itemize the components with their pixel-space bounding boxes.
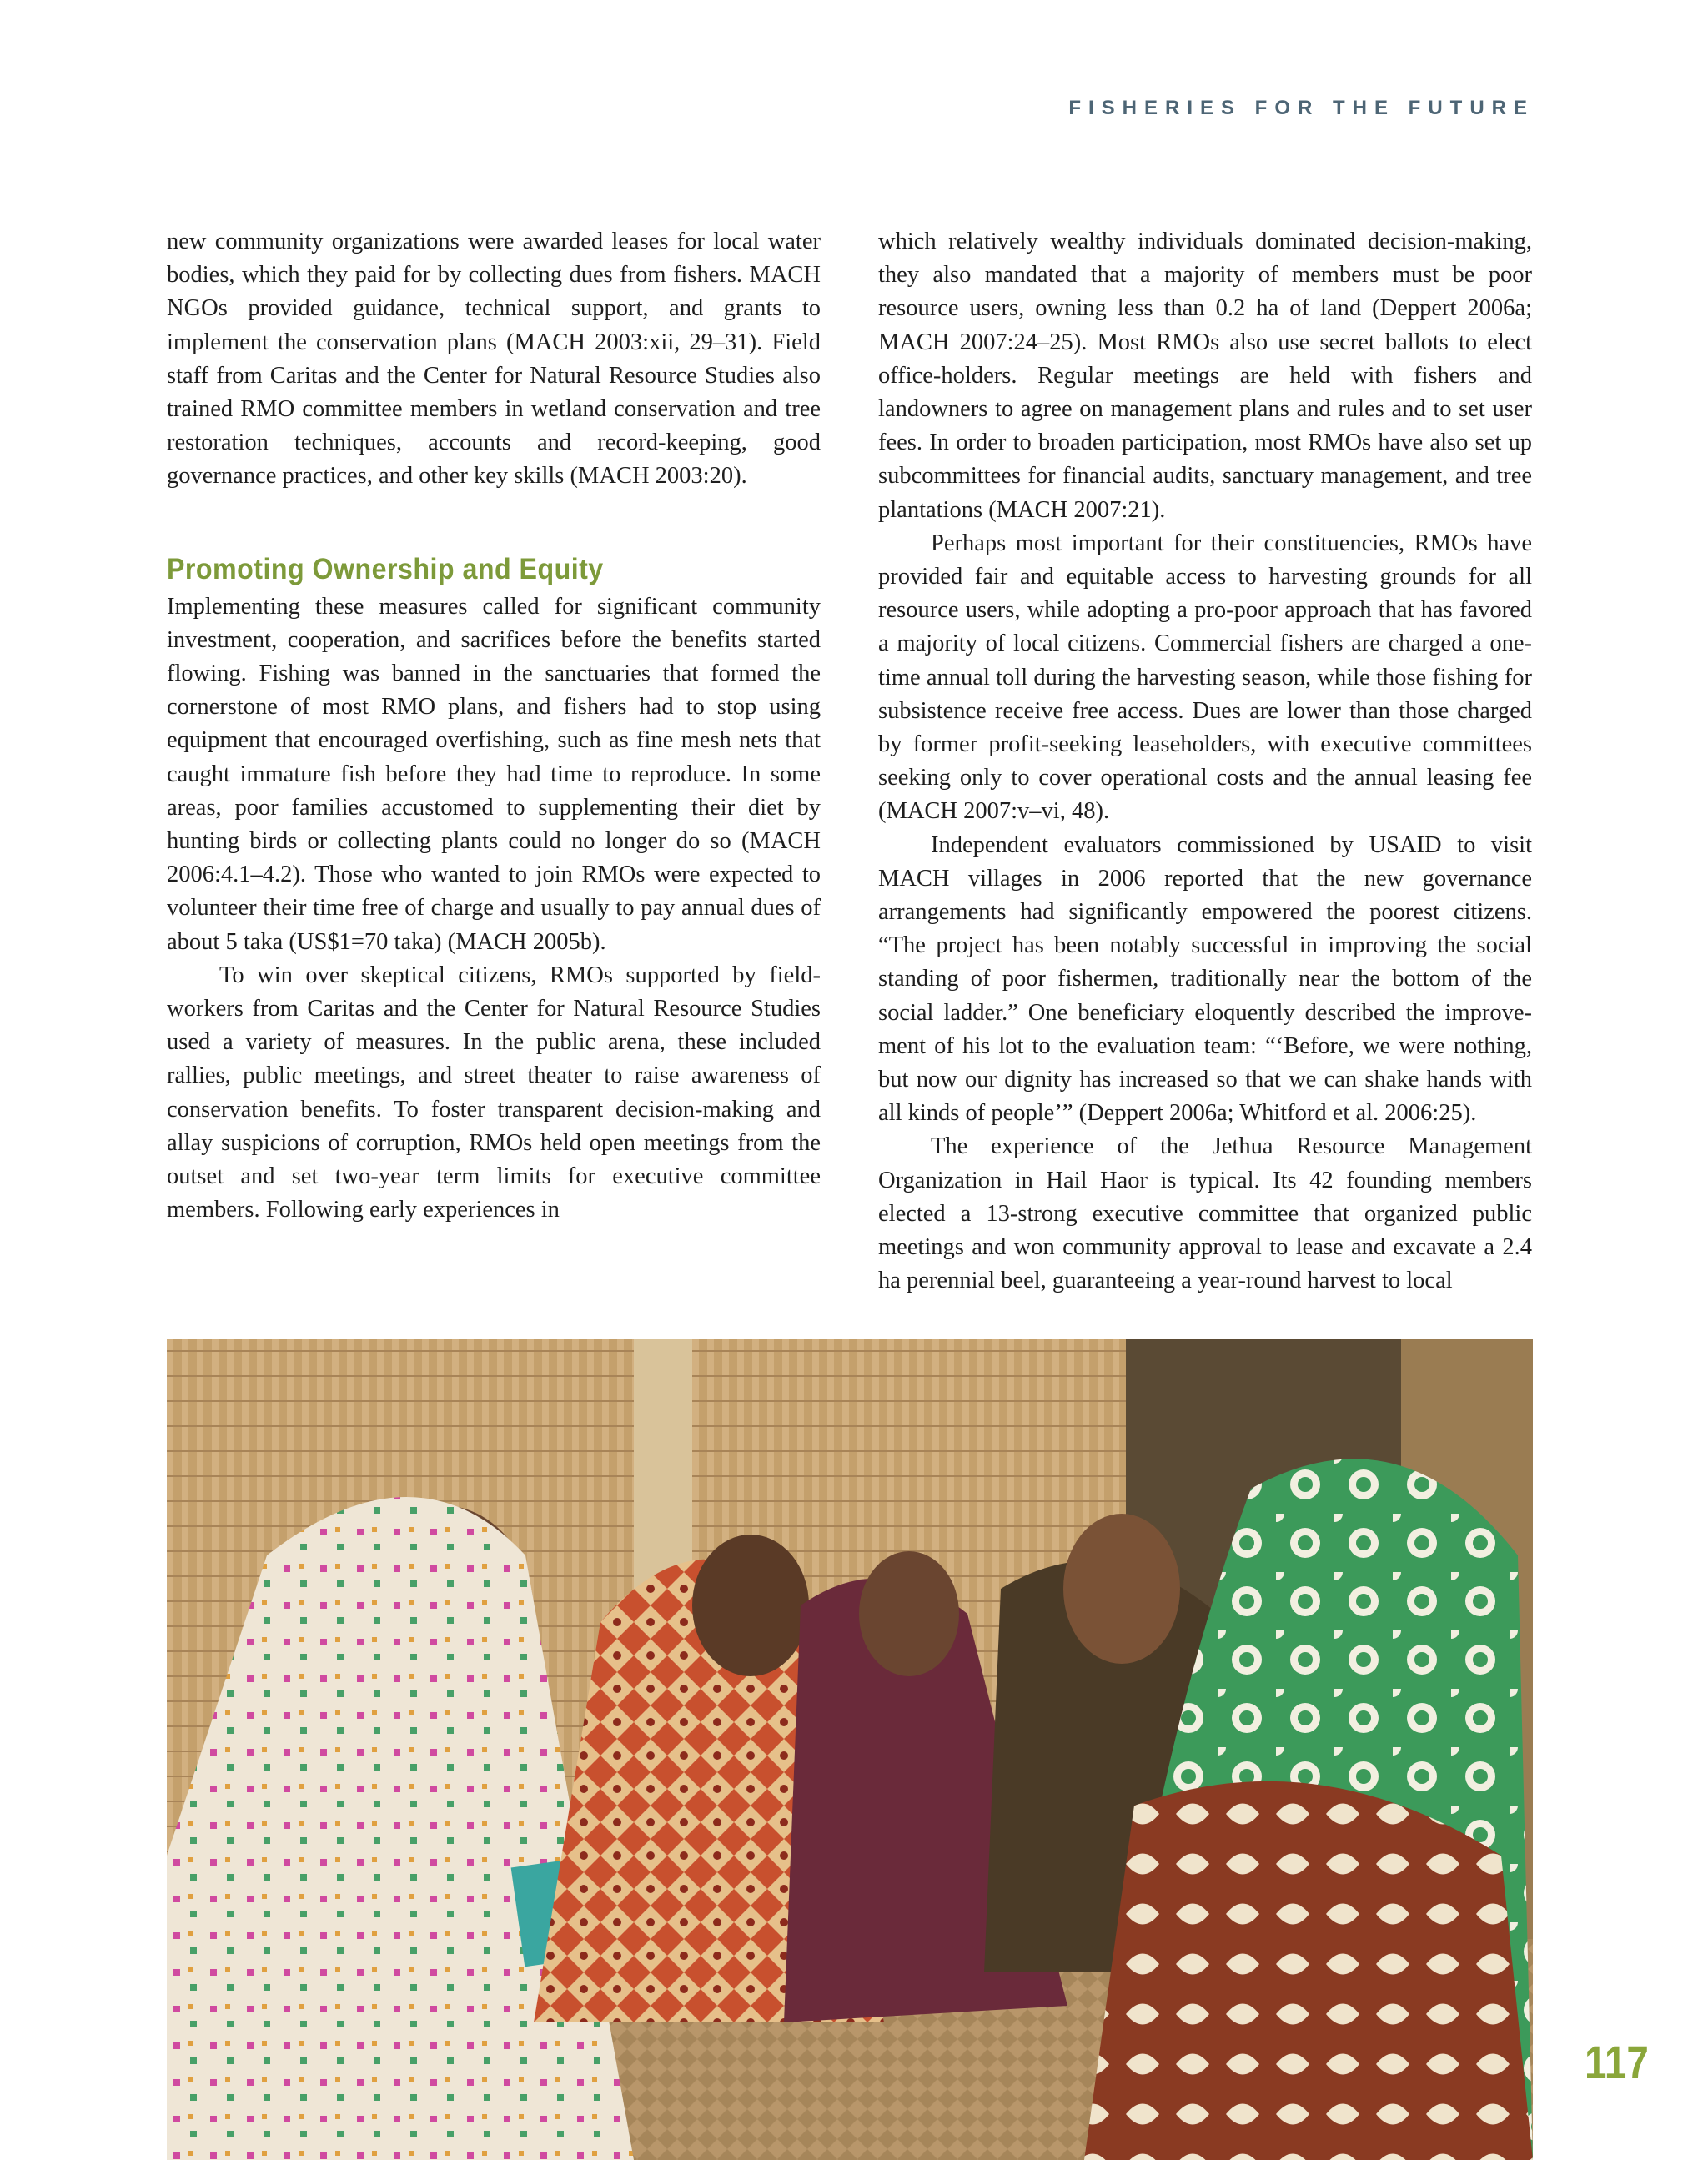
photo-women-meeting xyxy=(167,1339,1533,2160)
body-paragraph: The experience of the Jethua Resource Management Organization in Hail Haor is typical. Its 42 founding members elected a 13-strong executive committee that organized public meetings and won community approval to lease and excavate a 2.4 ha perennial beel, guaranteeing a year-round harvest to local xyxy=(878,1133,1532,1294)
body-paragraph: Independent evaluators commissioned by USAID to visit MACH villages in 2006 reported that the new governance arrangements had significantly empowered the poorest citizens. “The project has been notably successful in improving the social standing of poor fishermen, traditionally near the bottom of the social ladder.” One beneficiary eloquently described the improve-ment of his lot to the evaluation team: “‘Before, we were nothing, but now our dignity has increased so that we can shake hands with all kinds of people’” (Deppert 2006a; Whitford et al. 2006:25). xyxy=(878,831,1532,1127)
right-column xyxy=(878,225,1532,1299)
section-heading: Promoting Ownership and Equity xyxy=(167,552,604,585)
body-paragraph: Implementing these measures called for significant community investment, cooperation, and sacrifices before the benefits started flowing. Fishing was banned in the sanctuaries that formed the cornerstone of most RMO plans, and fishers had to stop using equipment that encouraged overfishing, such as fine mesh nets that caught immature fish before they had time to reproduce. In some areas, poor families accustomed to supplementing their diet by hunting birds or collecting plants could no longer do so (MACH 2006:4.1–4.2). Those who wanted to join RMOs were expected to volunteer their time free of charge and usually to pay annual dues of about 5 taka (US$1=70 taka) (MACH 2005b). xyxy=(167,593,821,955)
body-paragraph: To win over skeptical citizens, RMOs supported by field-workers from Caritas and the Center for Natural Resource Studies used a variety of measures. In the public arena, these included rallies, public meetings, and street theater to raise awareness of conservation benefits. To foster transparent decision-making and allay suspicions of corruption, RMOs held open meetings from the outset and set two-year term limits for executive committee members. Following early experiences in xyxy=(167,962,821,1223)
photo-illustration xyxy=(167,1339,1533,2160)
left-column xyxy=(167,225,821,1227)
body-paragraph: Perhaps most important for their constituencies, RMOs have provided fair and equitable access to harvesting grounds for all resource users, while adopting a pro-poor approach that has favored a majority of local citizens. Commercial fishers are charged a one-time annual toll during the harvesting season, while those fishing for subsistence receive free access. Dues are lower than those charged by former profit-seeking leaseholders, with executive committees seeking only to cover operational costs and the annual leasing fee (MACH 2007:v–vi, 48). xyxy=(878,530,1532,825)
page-number: 117 xyxy=(1585,2036,1649,2088)
body-paragraph: which relatively wealthy individuals dominated decision-making, they also mandated that a majority of members must be poor resource users, owning less than 0.2 ha of land (Deppert 2006a; MACH 2007:24–25). Most RMOs also use secret ballots to elect office-holders. Regular meetings are held with fishers and landowners to agree on management plans and rules and to set user fees. In order to broaden participation, most RMOs have also set up subcommittees for financial audits, sanctuary management, and tree plantations (MACH 2007:21). xyxy=(878,229,1532,523)
body-paragraph: new community organizations were awarded leases for local water bodies, which they paid for by collecting dues from fishers. MACH NGOs provided guidance, technical support, and grants to implement the conservation plans (MACH 2003:xii, 29–31). Field staff from Caritas and the Center for Natural Resource Studies also trained RMO committee members in wetland conservation and tree restoration techniques, accounts and record-keeping, good governance practices, and other key skills (MACH 2003:20). xyxy=(167,229,821,490)
running-header: FISHERIES FOR THE FUTURE xyxy=(1068,97,1535,119)
